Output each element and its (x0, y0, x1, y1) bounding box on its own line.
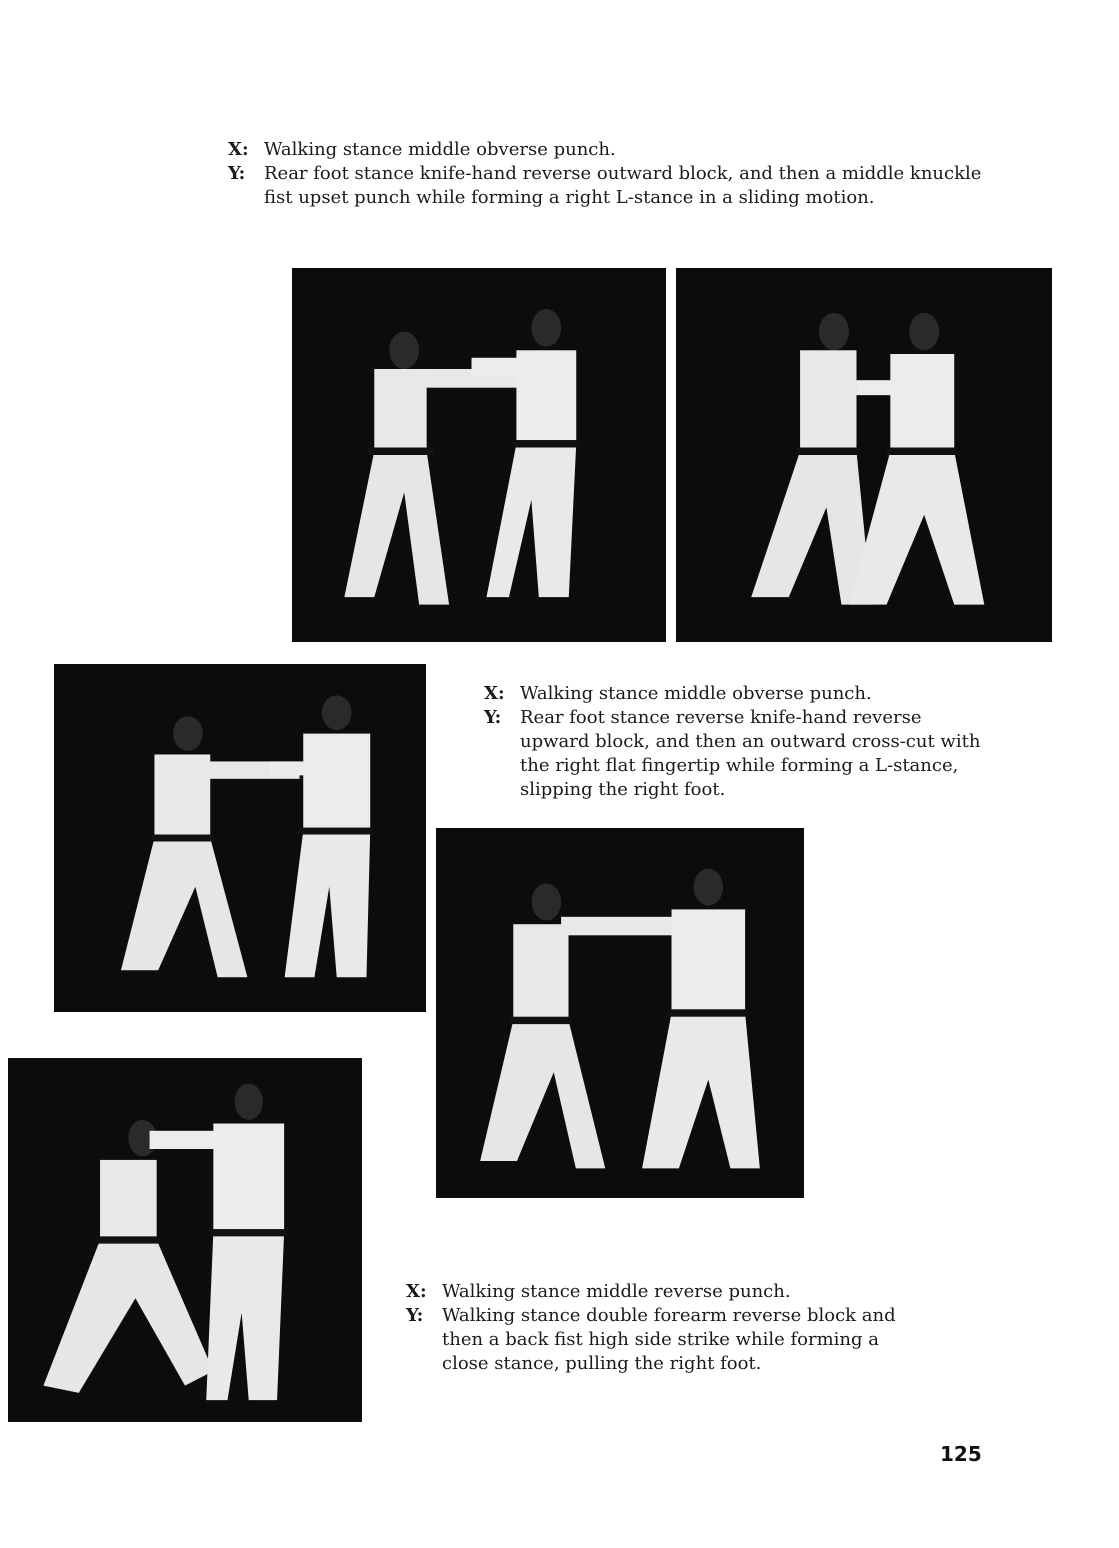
caption-1-x-text: Walking stance middle obverse punch. (264, 139, 616, 160)
photo-figures (54, 664, 426, 1012)
photo-sequence-3a (8, 1058, 362, 1422)
photo-figures (8, 1058, 362, 1422)
photo-figures (292, 268, 666, 642)
caption-1 (228, 138, 998, 210)
caption-1-y-label: Y: (228, 163, 246, 184)
caption-1-x-label: X: (228, 139, 249, 160)
caption-3-x-text: Walking stance middle reverse punch. (442, 1281, 791, 1302)
photo-sequence-2b (436, 828, 804, 1198)
caption-2 (484, 682, 996, 802)
caption-3 (406, 1280, 912, 1376)
caption-2-y-text: Rear foot stance reverse knife-hand reverse upward block, and then an outward cross-cut with the right flat fingertip while forming a L-stance, slipping the right foot. (520, 707, 981, 800)
page-number: 125 (940, 1442, 982, 1466)
caption-2-x-text: Walking stance middle obverse punch. (520, 683, 872, 704)
caption-1-y-text: Rear foot stance knife-hand reverse outward block, and then a middle knuckle fist upset punch while forming a right L-stance in a sliding motion. (264, 163, 982, 208)
caption-3-y (406, 1304, 912, 1376)
photo-figures (436, 828, 804, 1198)
caption-3-x (406, 1280, 912, 1304)
caption-2-y-label: Y: (484, 707, 502, 728)
caption-2-x (484, 682, 996, 706)
caption-1-x (228, 138, 998, 162)
caption-1-y (228, 162, 998, 210)
caption-3-x-label: X: (406, 1281, 427, 1302)
photo-figures (676, 268, 1052, 642)
caption-2-y (484, 706, 996, 802)
photo-sequence-1b (676, 268, 1052, 642)
caption-2-x-label: X: (484, 683, 505, 704)
photo-sequence-2a (54, 664, 426, 1012)
caption-3-y-text: Walking stance double forearm reverse block and then a back fist high side strike while forming a close stance, pulling the right foot. (442, 1305, 896, 1374)
caption-3-y-label: Y: (406, 1305, 424, 1326)
photo-sequence-1a (292, 268, 666, 642)
